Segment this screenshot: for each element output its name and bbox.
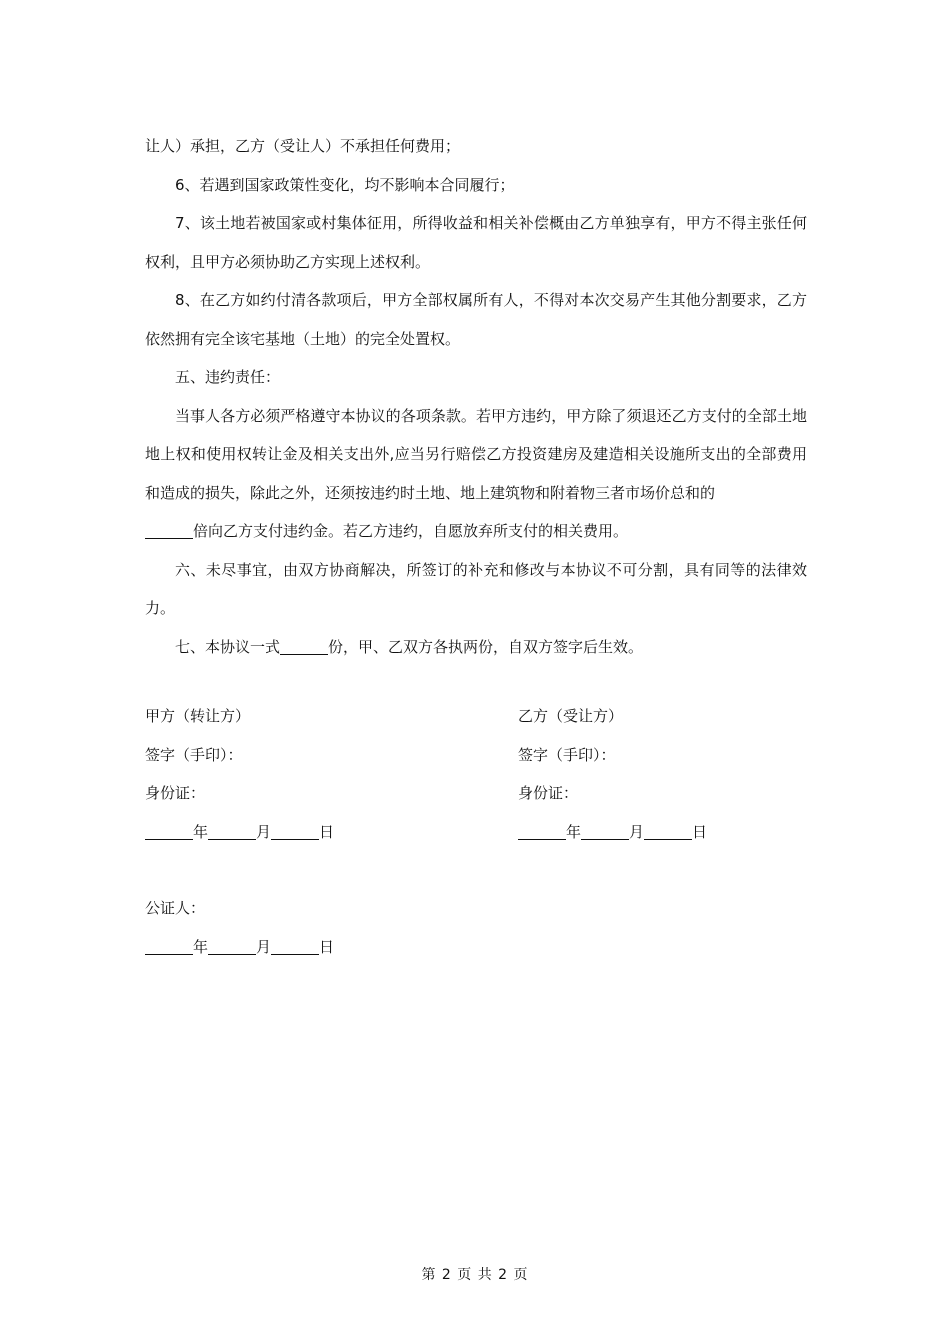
- year-label: 年: [193, 822, 209, 841]
- section-7: [145, 628, 807, 667]
- notary-date: [145, 928, 334, 967]
- party-a-signature-block: [145, 697, 334, 851]
- party-b-id-label: 身份证：: [518, 784, 579, 802]
- month-blank: [208, 824, 256, 840]
- section-6: 六、未尽事宜，由双方协商解决，所签订的补充和修改与本协议不可分割，具有同等的法律效力。: [145, 560, 807, 617]
- breach-clause-text: 当事人各方必须严格遵守本协议的各项条款。若甲方违约，甲方除了须退还乙方支付的全部土地地上权和使用权转让金及相关支出外,应当另行赔偿乙方投资建房及建造相关设施所支出的全部费用和造成的损失，除此之外，还须按违约时土地、地上建筑物和附着物三者市场价总和的: [145, 406, 807, 502]
- year-label: 年: [566, 822, 582, 841]
- party-a-date: [145, 813, 334, 852]
- clause-6: 6、若遇到国家政策性变化，均不影响本合同履行；: [175, 175, 515, 194]
- day-label: 日: [319, 822, 335, 841]
- page-number-footer: 第 2 页 共 2 页: [421, 1267, 529, 1283]
- day-label: 日: [319, 937, 335, 956]
- day-blank: [271, 824, 319, 840]
- month-label: 月: [629, 822, 645, 841]
- clause-8: 8、在乙方如约付清各款项后，甲方全部权属所有人，不得对本次交易产生其他分割要求，乙方依然拥有完全该宅基地（土地）的完全处置权。: [145, 291, 807, 348]
- month-blank: [581, 824, 629, 840]
- contract-body: [145, 127, 807, 666]
- month-label: 月: [256, 822, 272, 841]
- clause-7: 7、该土地若被国家或村集体征用，所得收益和相关补偿概由乙方单独享有，甲方不得主张任何权利，且甲方必须协助乙方实现上述权利。: [145, 214, 807, 271]
- party-b-title: 乙方（受让方）: [518, 707, 624, 725]
- section-heading-breach: 五、违约责任：: [175, 368, 281, 386]
- month-label: 月: [256, 937, 272, 956]
- day-blank: [271, 939, 319, 955]
- section-7-tail: 份，甲、乙双方各执两份，自双方签字后生效。: [328, 637, 644, 656]
- day-blank: [644, 824, 692, 840]
- year-label: 年: [193, 937, 209, 956]
- notary-block: [145, 889, 334, 966]
- day-label: 日: [692, 822, 708, 841]
- year-blank: [518, 824, 566, 840]
- multiplier-blank: [145, 523, 193, 539]
- paragraph-continuation: 让人）承担，乙方（受让人）不承担任何费用；: [145, 137, 461, 155]
- party-b-sign-label: 签字（手印）：: [518, 745, 616, 764]
- party-b-signature-block: [518, 697, 707, 851]
- breach-clause-tail: 倍向乙方支付违约金。若乙方违约，自愿放弃所支付的相关费用。: [193, 522, 629, 540]
- party-a-title: 甲方（转让方）: [145, 707, 251, 725]
- year-blank: [145, 939, 193, 955]
- party-a-id-label: 身份证：: [145, 784, 206, 802]
- party-a-sign-label: 签字（手印）：: [145, 745, 243, 764]
- year-blank: [145, 824, 193, 840]
- section-7-text: 七、本协议一式: [175, 637, 281, 656]
- notary-label: 公证人：: [145, 899, 206, 917]
- party-b-date: [518, 813, 707, 852]
- breach-clause: [145, 397, 807, 551]
- month-blank: [208, 939, 256, 955]
- copies-blank: [280, 639, 328, 655]
